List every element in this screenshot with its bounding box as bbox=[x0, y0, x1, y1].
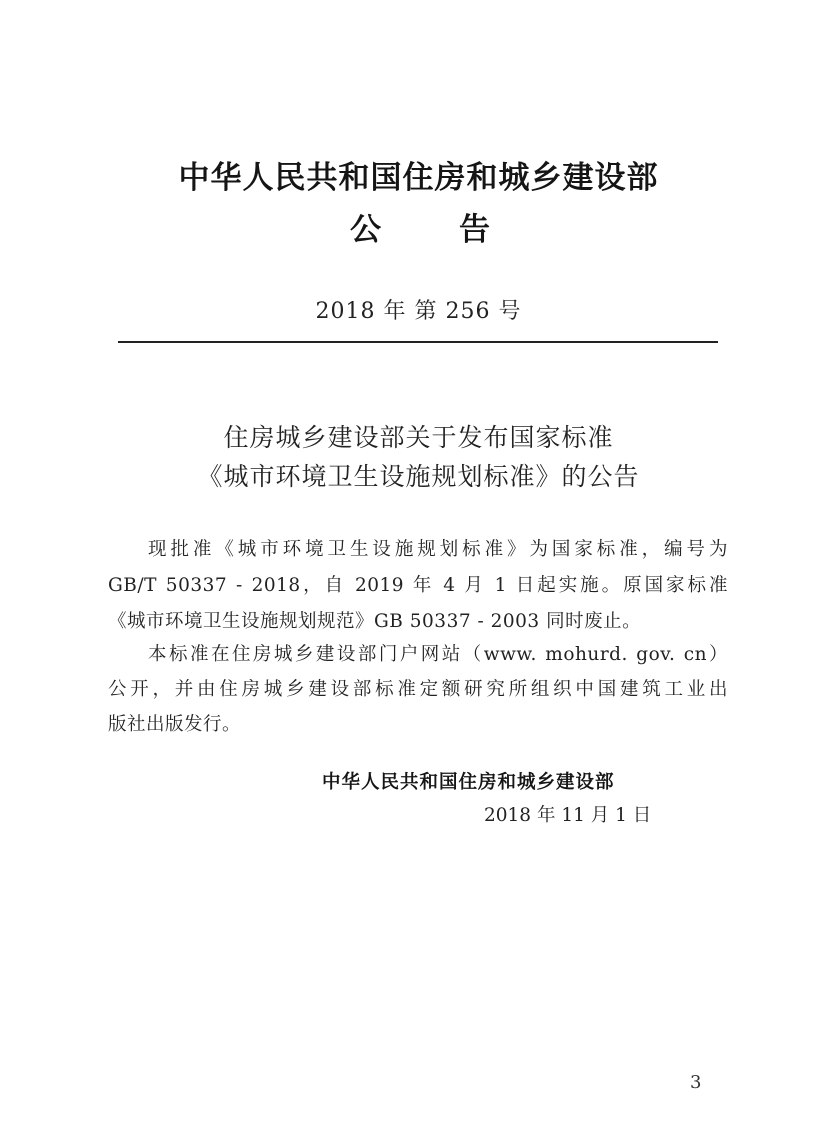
notice-heading-line-2: 《城市环境卫生设施规划标准》的公告 bbox=[197, 462, 640, 491]
signature-issuer: 中华人民共和国住房和城乡建设部 bbox=[322, 772, 615, 793]
page-number: 3 bbox=[690, 1072, 702, 1093]
issue-number: 2018 年 第 256 号 bbox=[315, 299, 522, 324]
paragraph-1-line-3: 《城市环境卫生设施规划规范》GB 50337 - 2003 同时废止。 bbox=[108, 611, 642, 632]
header-divider bbox=[118, 341, 718, 343]
announcement-subtitle: 公 告 bbox=[350, 212, 490, 248]
notice-heading-line-1: 住房城乡建设部关于发布国家标准 bbox=[223, 423, 614, 452]
paragraph-2-line-1: 本标准在住房城乡建设部门户网站（www. mohurd. gov. cn） bbox=[148, 644, 728, 665]
paragraph-2-line-3: 版社出版发行。 bbox=[108, 714, 242, 735]
paragraph-1-line-1: 现批准《城市环境卫生设施规划标准》为国家标准，编号为 bbox=[148, 539, 728, 560]
signature-date: 2018 年 11 月 1 日 bbox=[484, 805, 652, 826]
paragraph-2-line-2: 公开，并由住房城乡建设部标准定额研究所组织中国建筑工业出 bbox=[108, 679, 728, 700]
issuer-title: 中华人民共和国住房和城乡建设部 bbox=[178, 160, 659, 196]
paragraph-1-line-2: GB/T 50337 - 2018，自 2019 年 4 月 1 日起实施。原国家标准 bbox=[108, 575, 728, 596]
